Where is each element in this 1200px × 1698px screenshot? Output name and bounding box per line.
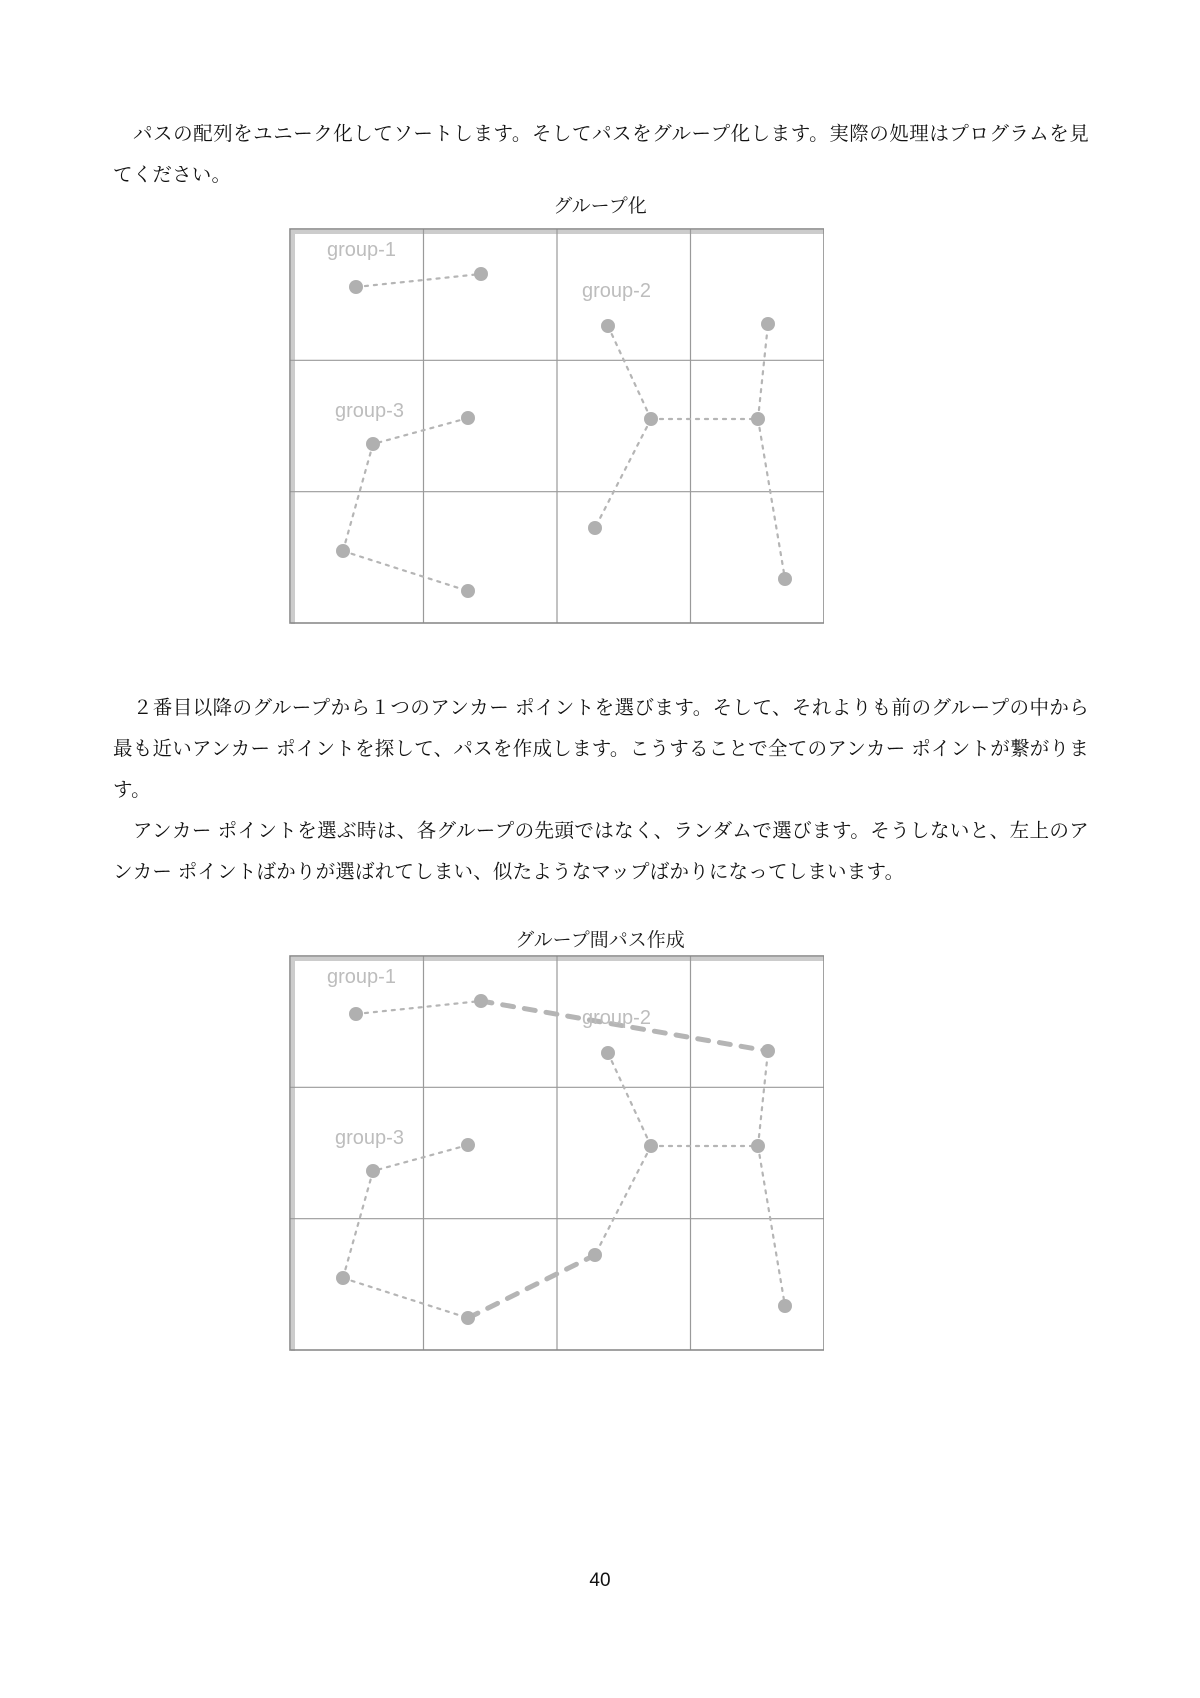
figure-1-grouping-diagram [288,226,824,624]
anchor-point [461,1311,475,1325]
intra-group-path [758,324,768,419]
group-label: group-3 [335,400,404,422]
intra-group-path [758,1051,768,1146]
paragraph-3: アンカー ポイントを選ぶ時は、各グループの先頭ではなく、ランダムで選びます。そうしないと、左上のアンカー ポイントばかりが選ばれてしまい、似たようなマップばかりになってしまいます。 [113,819,1089,883]
anchor-point [761,317,775,331]
intra-group-path [595,1146,651,1255]
group-label: group-1 [327,966,396,988]
group-label: group-2 [582,1007,651,1029]
intra-group-path [595,419,651,528]
grid-lines [290,229,824,623]
anchor-points [336,267,792,598]
anchor-point [336,1271,350,1285]
anchor-point [601,1046,615,1060]
anchor-point [601,319,615,333]
intra-group-path [758,419,785,579]
intra-group-path [343,1278,468,1318]
anchor-point [778,1299,792,1313]
anchor-point [366,437,380,451]
group-labels [327,239,651,422]
paragraph-2: ２番目以降のグループから１つのアンカー ポイントを選びます。そして、それよりも前のグループの中から最も近いアンカー ポイントを探して、パスを作成します。こうすることで全てのアンカー ポイントが繋がります。 [113,696,1089,801]
paragraph-1: パスの配列をユニーク化してソートします。そしてパスをグループ化します。実際の処理はプログラムを見てください。 [113,122,1089,186]
anchor-point [461,584,475,598]
anchor-point [644,412,658,426]
anchor-point [751,1139,765,1153]
anchor-point [474,267,488,281]
intra-group-path [356,1001,481,1014]
anchor-point [588,521,602,535]
anchor-point [349,1007,363,1021]
intra-group-path [608,326,651,419]
anchor-point [336,544,350,558]
anchor-point [751,412,765,426]
anchor-point [461,411,475,425]
grid-shadow [293,232,824,624]
inter-group-paths [468,1001,768,1318]
anchor-point [366,1164,380,1178]
figure-1-svg [288,226,824,624]
anchor-point [778,572,792,586]
group-label: group-2 [582,280,651,302]
figure-2-svg [288,953,824,1351]
anchor-point [761,1044,775,1058]
figure-1-caption: グループ化 [553,196,647,217]
group-label: group-1 [327,239,396,261]
intra-group-paths [343,1001,785,1318]
intra-group-path [343,444,373,551]
group-label: group-3 [335,1127,404,1149]
anchor-point [588,1248,602,1262]
anchor-point [474,994,488,1008]
intra-group-path [343,551,468,591]
group-labels [327,966,651,1149]
intra-group-paths [343,274,785,591]
anchor-point [461,1138,475,1152]
grid-shadow [293,959,824,1351]
intra-group-path [758,1146,785,1306]
page-number: 40 [589,1570,611,1591]
figure-2-caption: グループ間パス作成 [515,930,685,951]
inter-group-path [468,1255,595,1318]
anchor-point [644,1139,658,1153]
intra-group-path [356,274,481,287]
anchor-point [349,280,363,294]
figure-2-inter-group-path-diagram [288,953,824,1357]
intra-group-path [608,1053,651,1146]
intra-group-path [343,1171,373,1278]
